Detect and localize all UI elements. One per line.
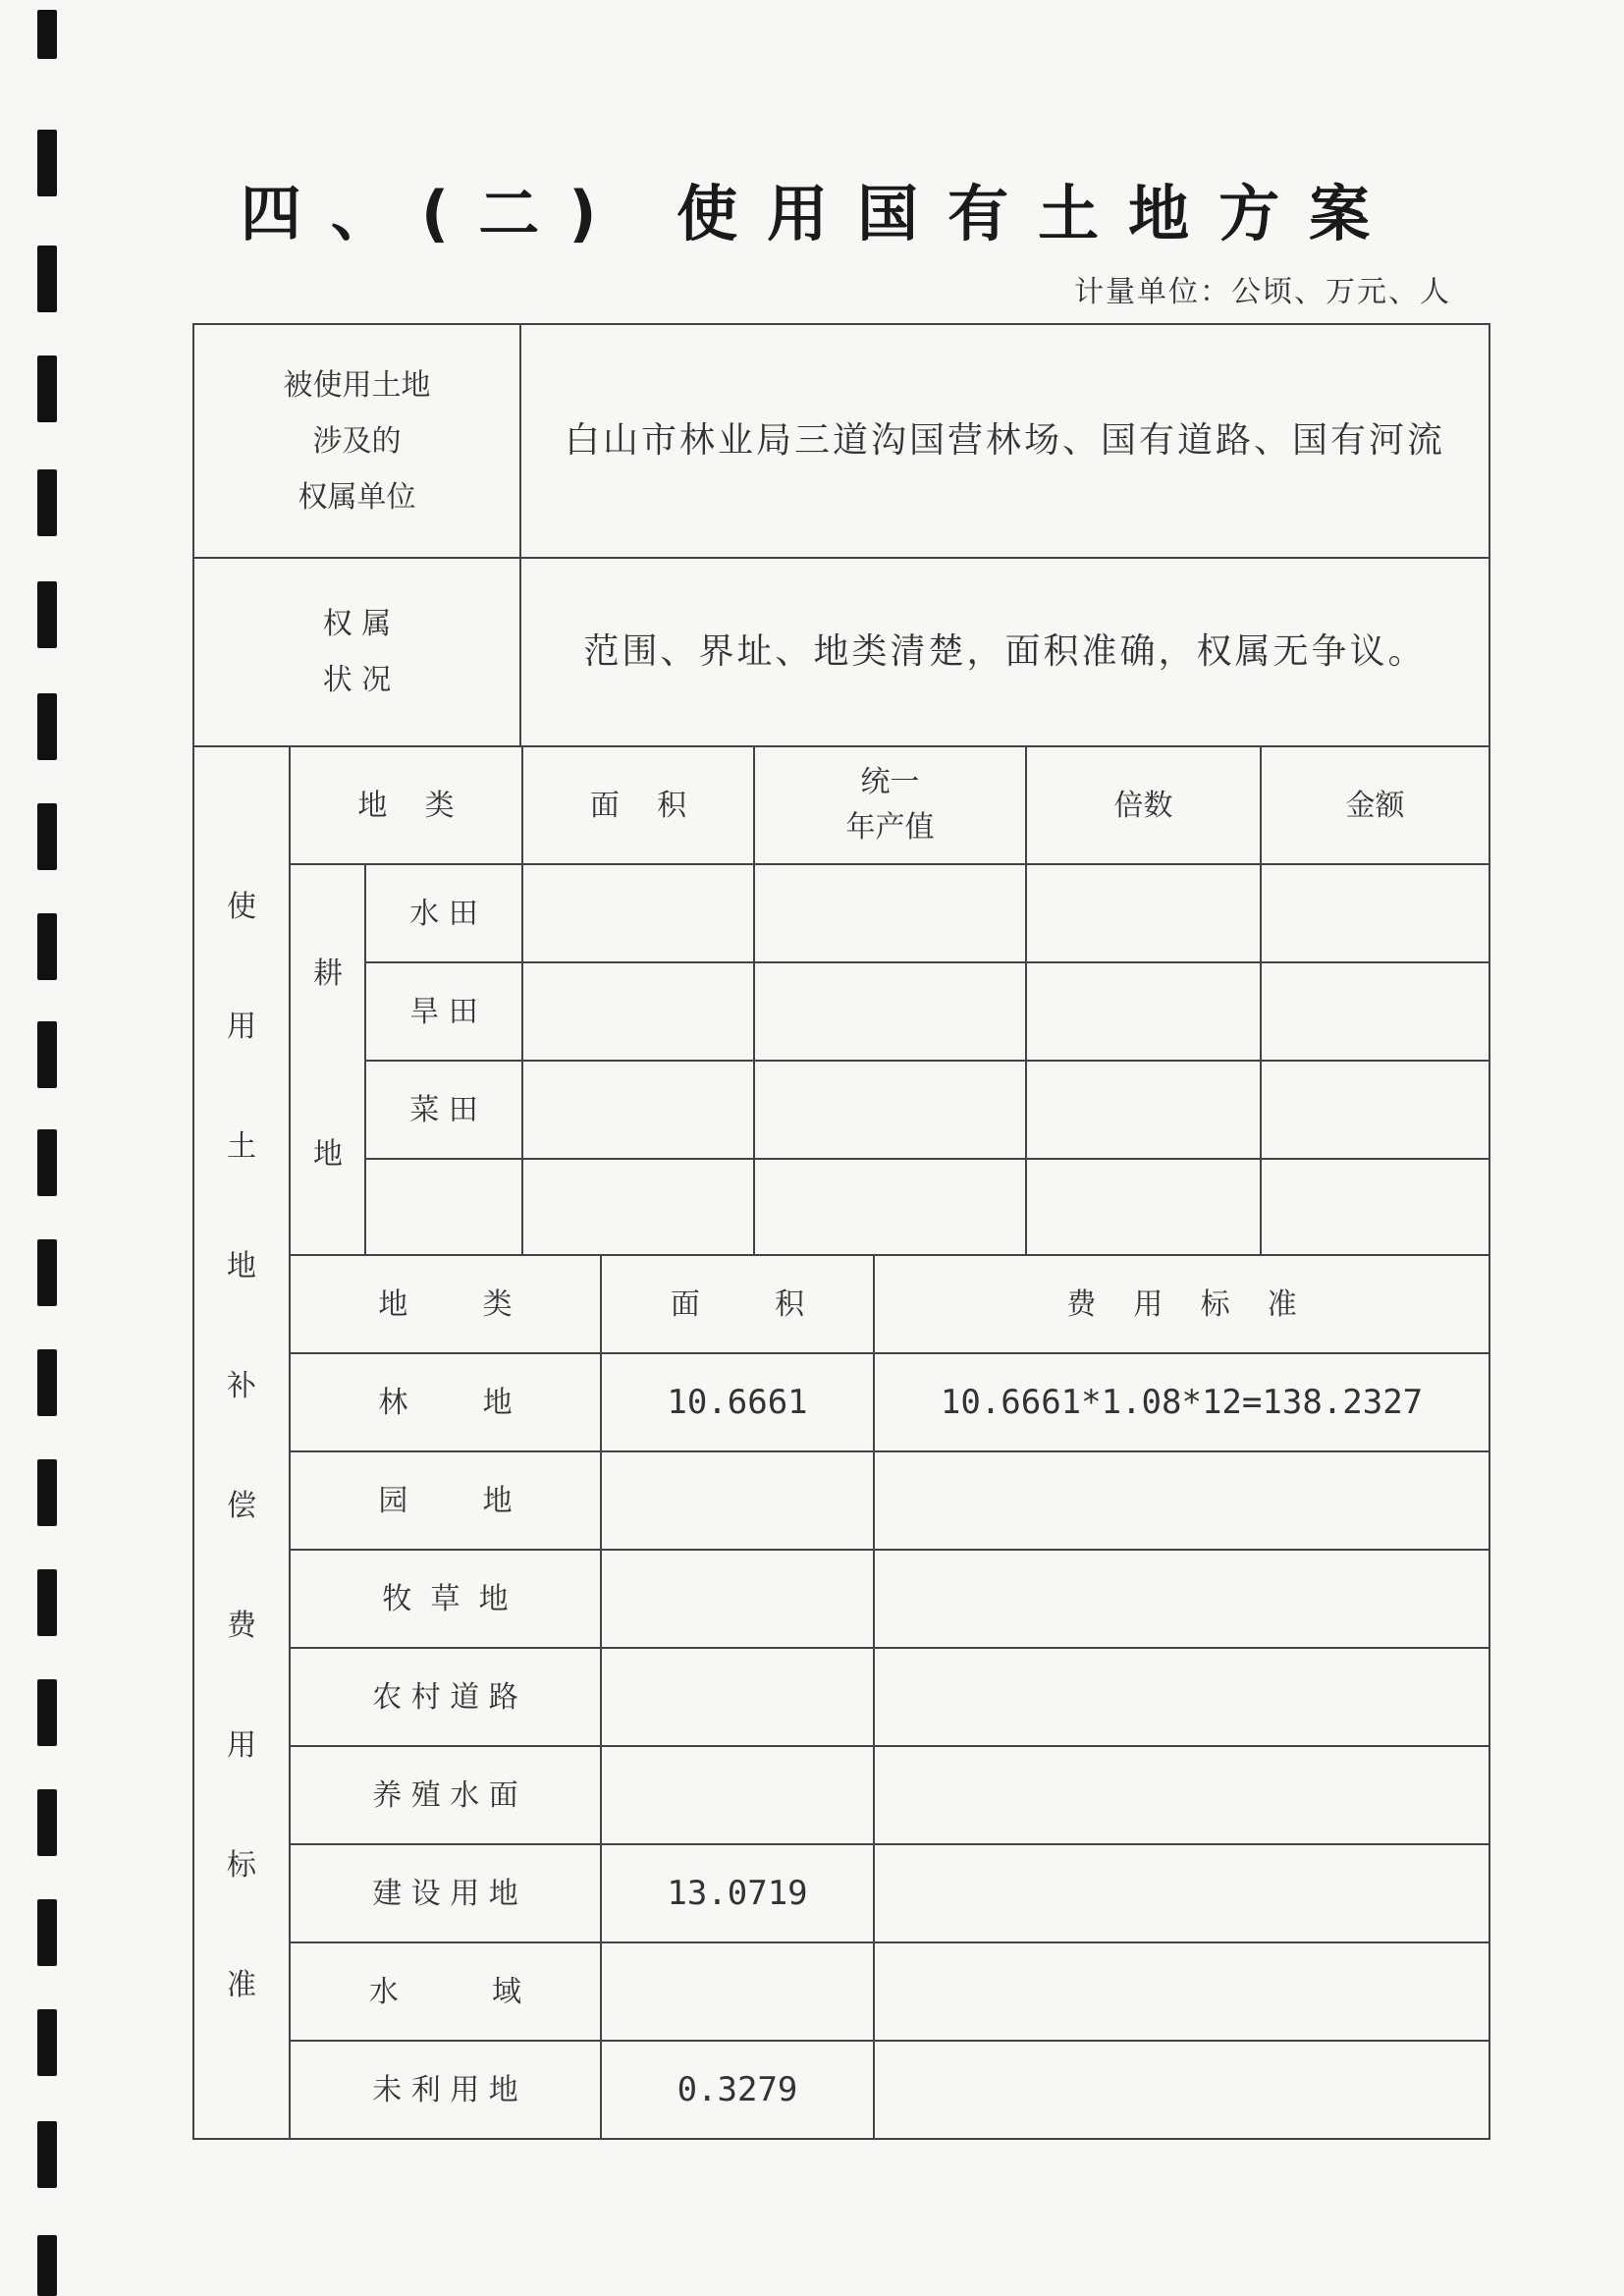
row-area: 0.3279 — [677, 2069, 798, 2109]
compensation-label-char: 用 — [227, 1010, 256, 1044]
header-unified-value-line: 统一 — [860, 764, 920, 799]
cultivated-group-char: 地 — [313, 1137, 343, 1172]
cultivated-row-type: 旱 田 — [409, 994, 478, 1029]
row-area — [601, 1550, 874, 1648]
row-land-type: 未 利 用 地 — [372, 2072, 518, 2107]
ownership-units-label-line: 涉及的 — [312, 423, 402, 459]
row-standard — [874, 1648, 1489, 1746]
header-multiple: 倍数 — [1113, 788, 1173, 823]
ownership-units-label-line: 被使用土地 — [283, 367, 431, 403]
row-land-type: 园 地 — [378, 1483, 513, 1518]
ownership-units-label-line: 权属单位 — [298, 479, 416, 515]
row-standard: 10.6661*1.08*12=138.2327 — [940, 1382, 1424, 1422]
compensation-label-char: 准 — [227, 1968, 256, 2002]
ownership-units-value: 白山市林业局三道沟国营林场、国有道路、国有河流 — [564, 419, 1445, 461]
cultivated-row-type: 菜 田 — [409, 1092, 478, 1127]
row-land-type: 农 村 道 路 — [372, 1679, 518, 1715]
header-unified-value — [754, 746, 1026, 864]
row-land-type: 牧 草 地 — [382, 1581, 509, 1616]
cultivated-group-char: 耕 — [313, 957, 343, 991]
compensation-label-char: 补 — [227, 1369, 256, 1403]
compensation-label-char: 土 — [227, 1129, 256, 1164]
row-area — [601, 1451, 874, 1550]
row-area: 13.0719 — [667, 1873, 808, 1913]
row-land-type: 林 地 — [378, 1385, 513, 1420]
other-header-land-type: 地 类 — [378, 1286, 513, 1322]
ownership-status-label — [193, 558, 520, 746]
row-land-type: 养 殖 水 面 — [372, 1777, 518, 1813]
ownership-status-label-line: 状 况 — [322, 663, 392, 697]
header-land-type: 地 类 — [357, 788, 455, 823]
compensation-label-char: 标 — [227, 1848, 256, 1883]
row-area — [601, 1942, 874, 2041]
header-unified-value-line: 年产值 — [845, 810, 935, 845]
row-standard — [874, 1451, 1489, 1550]
row-standard — [874, 1942, 1489, 2041]
row-standard — [874, 1550, 1489, 1648]
compensation-label-char: 地 — [227, 1249, 256, 1284]
row-area: 10.6661 — [667, 1382, 808, 1422]
row-area — [601, 1648, 874, 1746]
compensation-label-char: 用 — [227, 1728, 256, 1763]
compensation-label-char: 偿 — [227, 1489, 256, 1523]
row-standard — [874, 1844, 1489, 1942]
ownership-status-value: 范围、界址、地类清楚，面积准确，权属无争议。 — [583, 630, 1427, 672]
other-header-area: 面 积 — [670, 1286, 805, 1322]
ownership-units-label — [193, 324, 520, 558]
row-standard — [874, 2041, 1489, 2139]
unit-label: 计量单位：公顷、万元、人 — [1074, 275, 1451, 309]
ownership-status-label-line: 权 属 — [322, 607, 392, 641]
compensation-label-char: 使 — [227, 890, 256, 924]
row-area — [601, 1746, 874, 1844]
other-header-standard: 费 用 标 准 — [1066, 1286, 1297, 1322]
row-land-type: 水 域 — [368, 1974, 522, 2009]
header-amount: 金额 — [1345, 788, 1405, 823]
header-area: 面 积 — [589, 788, 687, 823]
cultivated-row-type — [365, 1159, 522, 1255]
compensation-label-char: 费 — [227, 1609, 256, 1643]
row-land-type: 建 设 用 地 — [372, 1876, 518, 1911]
cultivated-row-type: 水 田 — [409, 896, 478, 931]
row-standard — [874, 1746, 1489, 1844]
page-title: 四、(二) 使用国有土地方案 — [240, 178, 1400, 249]
